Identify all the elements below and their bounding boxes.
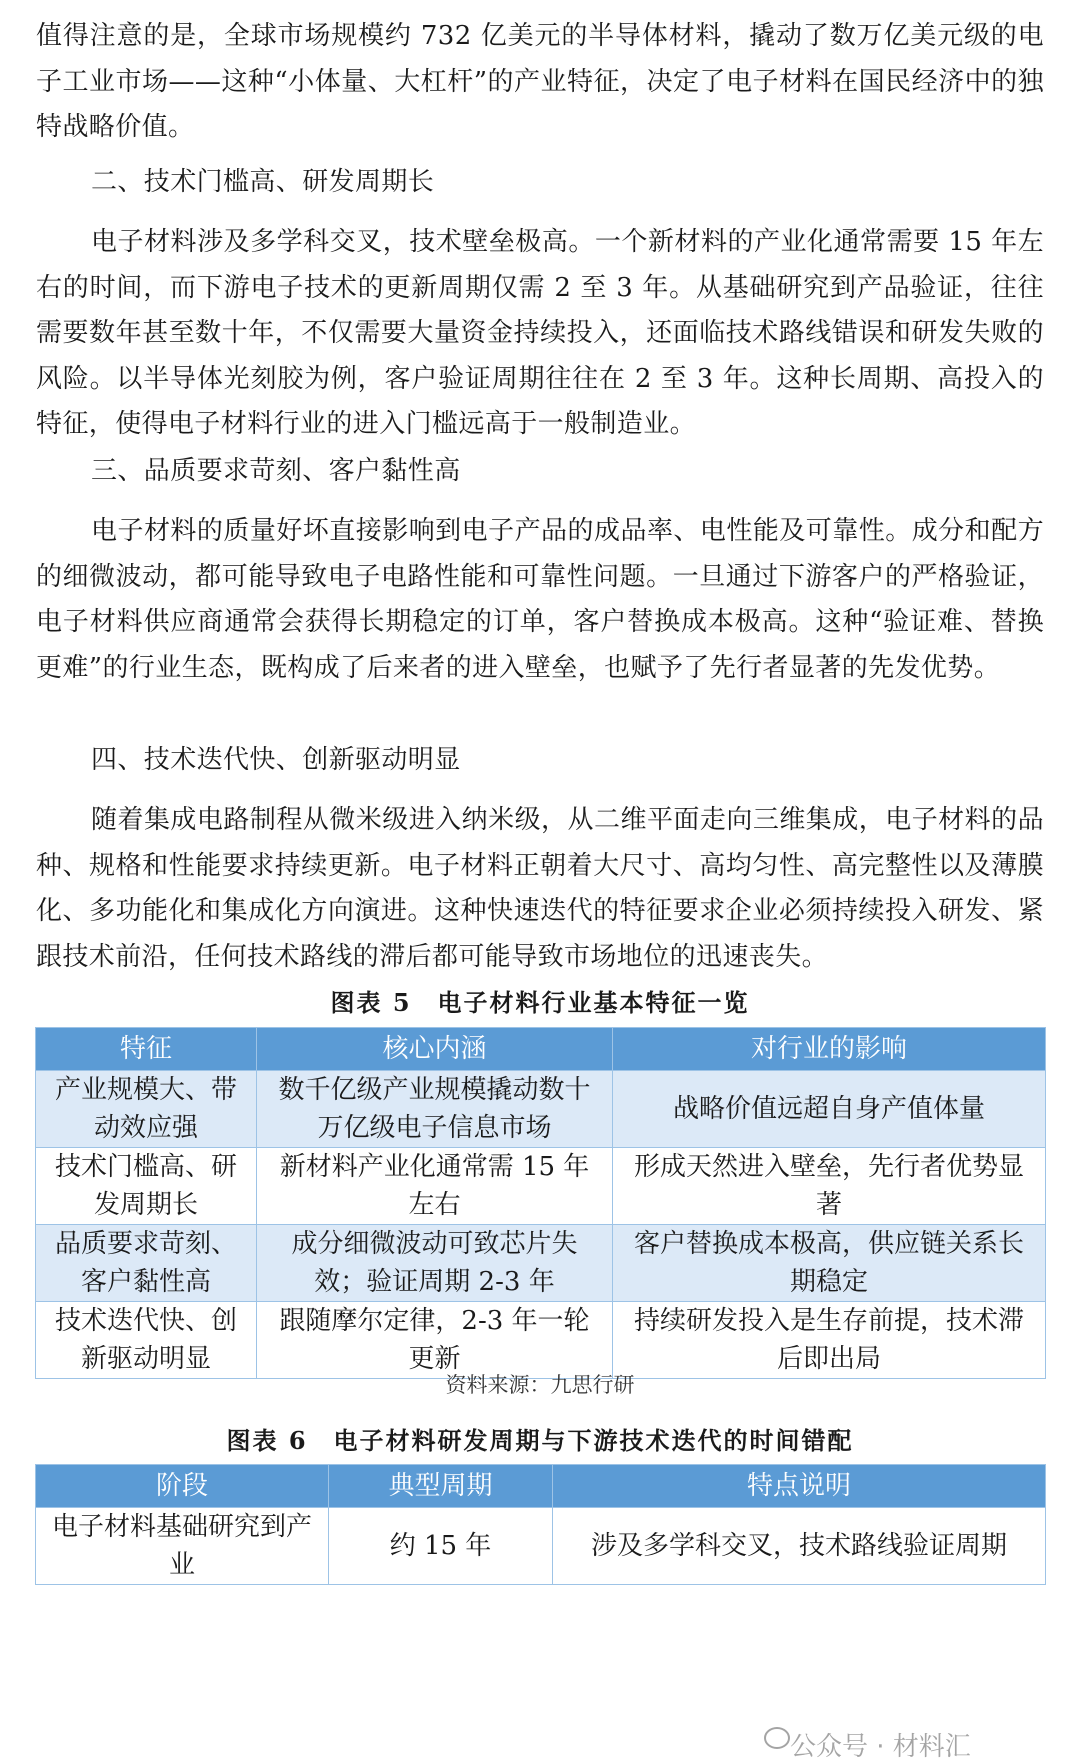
table5-header: 特征 — [36, 1028, 257, 1071]
table-cell: 涉及多学科交叉，技术路线验证周期 — [553, 1508, 1046, 1585]
table-cell: 跟随摩尔定律，2-3 年一轮更新 — [257, 1302, 613, 1379]
table-cell: 新材料产业化通常需 15 年左右 — [257, 1148, 613, 1225]
table-row — [36, 1225, 1046, 1302]
table6-header: 特点说明 — [553, 1465, 1046, 1508]
table-row — [36, 1148, 1046, 1225]
section-heading-2: 二、技术门槛高、研发周期长 — [91, 167, 435, 197]
table6-caption: 图表 6 电子材料研发周期与下游技术迭代的时间错配 — [226, 1426, 854, 1455]
table-cell: 技术迭代快、创新驱动明显 — [36, 1302, 257, 1379]
table-cell: 形成天然进入壁垒，先行者优势显著 — [613, 1148, 1046, 1225]
table5-caption: 图表 5 电子材料行业基本特征一览 — [330, 988, 750, 1017]
table-cell: 成分细微波动可致芯片失效；验证周期 2-3 年 — [257, 1225, 613, 1302]
table-6 — [35, 1464, 1046, 1585]
table5-header: 对行业的影响 — [613, 1028, 1046, 1071]
wechat-icon — [764, 1727, 790, 1749]
section-heading-4: 四、技术迭代快、创新驱动明显 — [91, 745, 461, 775]
table-cell: 约 15 年 — [329, 1508, 553, 1585]
table-row — [36, 1302, 1046, 1379]
table-cell: 持续研发投入是生存前提，技术滞后即出局 — [613, 1302, 1046, 1379]
table-cell: 数千亿级产业规模撬动数十万亿级电子信息市场 — [257, 1071, 613, 1148]
table6-header: 阶段 — [36, 1465, 329, 1508]
table6-header: 典型周期 — [329, 1465, 553, 1508]
paragraph-section-2: 电子材料涉及多学科交叉，技术壁垒极高。一个新材料的产业化通常需要 15 年左右的时间，而下游电子技术的更新周期仅需 2 至 3 年。从基础研究到产品验证，往往需要数年甚至数十年，不仅需要大量资金持续投入，还面临技术路线错误和研发失败的风险。以半导体光刻胶为例，客户验证周期往往在 2 至 3 年。这种长周期、高投入的特征，使得电子材料行业的进入门槛远高于一般制造业。 — [36, 227, 1044, 439]
table-5 — [35, 1027, 1046, 1379]
table5-header: 核心内涵 — [257, 1028, 613, 1071]
paragraph-intro: 值得注意的是，全球市场规模约 732 亿美元的半导体材料，撬动了数万亿美元级的电子工业市场——这种“小体量、大杠杆”的产业特征，决定了电子材料在国民经济中的独特战略价值。 — [36, 21, 1044, 142]
table-row — [36, 1071, 1046, 1148]
table-cell: 技术门槛高、研发周期长 — [36, 1148, 257, 1225]
paragraph-section-4: 随着集成电路制程从微米级进入纳米级，从二维平面走向三维集成，电子材料的品种、规格和性能要求持续更新。电子材料正朝着大尺寸、高均匀性、高完整性以及薄膜化、多功能化和集成化方向演进。这种快速迭代的特征要求企业必须持续投入研发、紧跟技术前沿，任何技术路线的滞后都可能导致市场地位的迅速丧失。 — [36, 805, 1044, 972]
table5-source: 资料来源：九思行研 — [445, 1373, 635, 1397]
table-row — [36, 1508, 1046, 1585]
table-cell: 客户替换成本极高，供应链关系长期稳定 — [613, 1225, 1046, 1302]
table-cell: 产业规模大、带动效应强 — [36, 1071, 257, 1148]
section-heading-3: 三、品质要求苛刻、客户黏性高 — [91, 456, 461, 486]
table-cell: 电子材料基础研究到产业 — [36, 1508, 329, 1585]
watermark: 公众号 · 材料汇 — [790, 1732, 971, 1762]
paragraph-section-3: 电子材料的质量好坏直接影响到电子产品的成品率、电性能及可靠性。成分和配方的细微波动，都可能导致电子电路性能和可靠性问题。一旦通过下游客户的严格验证，电子材料供应商通常会获得长期稳定的订单，客户替换成本极高。这种“验证难、替换更难”的行业生态，既构成了后来者的进入壁垒，也赋予了先行者显著的先发优势。 — [36, 516, 1044, 683]
table-cell: 品质要求苛刻、客户黏性高 — [36, 1225, 257, 1302]
table-cell: 战略价值远超自身产值体量 — [613, 1071, 1046, 1148]
